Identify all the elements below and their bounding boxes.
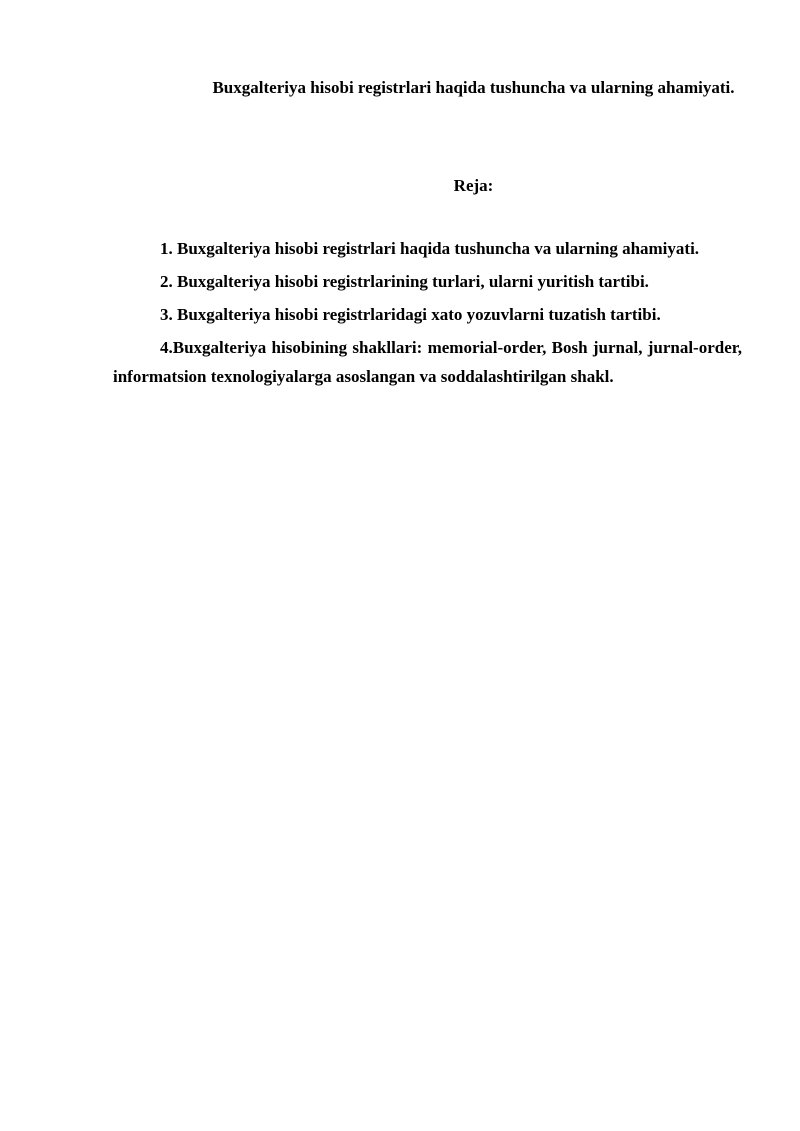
plan-item-2: 2. Buxgalteriya hisobi registrlarining turlari, ularni yuritish tartibi. [160,272,649,291]
plan-item-4: 4.Buxgalteriya hisobining shakllari: memorial-order, Bosh jurnal, jurnal-order, informatsion texnologiyalarga asoslangan va soddalashtirilgan shakl. [113,338,742,386]
plan-heading: Reja: [453,176,494,195]
plan-item-3: 3. Buxgalteriya hisobi registrlaridagi xato yozuvlarni tuzatish tartibi. [160,305,661,324]
plan-list [113,234,742,395]
plan-item-1: 1. Buxgalteriya hisobi registrlari haqida tushuncha va ularning ahamiyati. [160,239,700,258]
document-title: Buxgalteriya hisobi registrlari haqida tushuncha va ularning ahamiyati. [212,78,735,97]
